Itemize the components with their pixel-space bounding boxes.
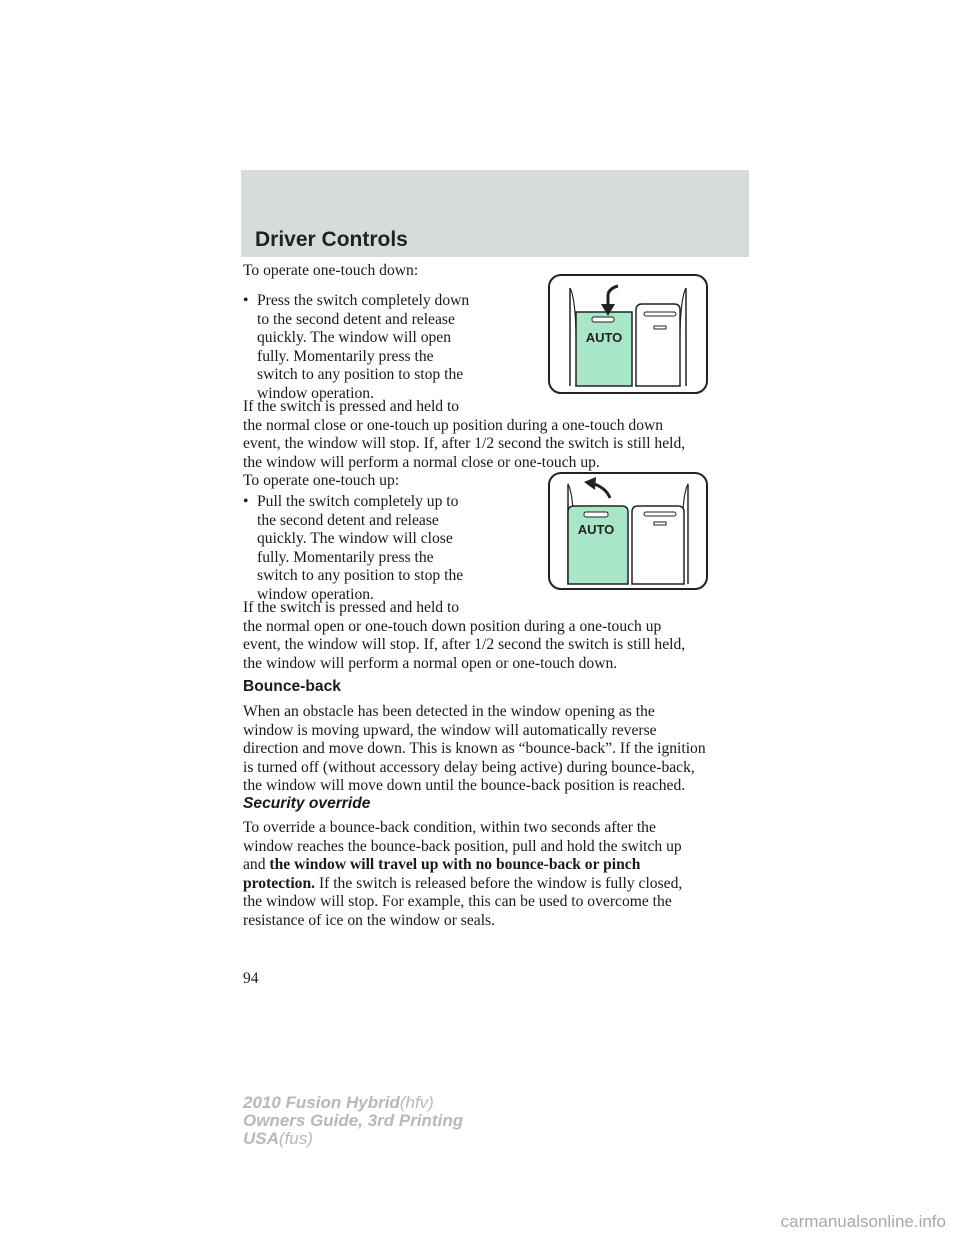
paragraph-line: To override a bounce-back condition, within two seconds after the — [243, 819, 656, 836]
paragraph-line: resistance of ice on the window or seals. — [243, 911, 496, 929]
page-number: 94 — [243, 970, 259, 987]
bullet-marker: • — [243, 292, 249, 309]
paragraph-bounce-back — [243, 703, 751, 796]
bullet-line: quickly. The window will close — [257, 530, 453, 548]
intro-one-touch-down: To operate one-touch down: — [243, 262, 419, 279]
footer-market: USA — [243, 1129, 279, 1148]
paragraph-line: the window will perform a normal open or one-touch down. — [243, 654, 618, 672]
bullet-line: switch to any position to stop the — [257, 366, 464, 384]
paragraph-line: the normal open or one-touch down position during a one-touch up — [243, 617, 662, 635]
paragraph-line: When an obstacle has been detected in the window opening as the — [243, 703, 655, 720]
intro-one-touch-up: To operate one-touch up: — [243, 472, 400, 489]
bold-text: the window will travel up with no bounce-back or pinch — [269, 856, 641, 874]
footer-edition: Owners Guide, 3rd Printing — [243, 1111, 464, 1130]
paragraph-one-touch-up — [243, 599, 751, 673]
window-switch-down-illustration — [548, 274, 708, 394]
adjacent-switch — [632, 506, 684, 584]
bold-text: protection. — [243, 874, 316, 892]
footer-model-code: (hfv) — [399, 1093, 434, 1112]
paragraph-line: is turned off (without accessory delay being active) during bounce-back, — [243, 758, 695, 776]
bullet-one-touch-down — [243, 292, 503, 404]
bullet-line: Pull the switch completely up to — [257, 493, 459, 510]
watermark-link[interactable]: carmanualsonline.info — [780, 1212, 946, 1231]
paragraph-line — [243, 856, 751, 875]
paragraph-line: event, the window will stop. If, after 1/2 second the switch is still held, — [243, 435, 686, 453]
paragraph-line: direction and move down. This is known as “bounce-back”. If the ignition — [243, 740, 706, 758]
bullet-line: fully. Momentarily press the — [257, 548, 434, 566]
paragraph-line: the window will move down until the bounce-back position is reached. — [243, 777, 686, 795]
bullet-line: window operation. — [257, 585, 374, 603]
document-footer — [243, 1094, 463, 1148]
paragraph-line — [243, 875, 751, 894]
bullet-line: fully. Momentarily press the — [257, 347, 434, 365]
auto-label: AUTO — [585, 330, 623, 345]
paragraph-one-touch-down — [243, 398, 751, 472]
bullet-line: quickly. The window will open — [257, 329, 452, 347]
header-band — [241, 170, 749, 257]
text-span: and — [243, 856, 270, 874]
paragraph-line: the window will perform a normal close or one-touch up. — [243, 453, 600, 471]
bullet-line: switch to any position to stop the — [257, 567, 464, 585]
paragraph-line: window is moving upward, the window will automatically reverse — [243, 721, 657, 739]
bullet-line: the second detent and release — [257, 511, 439, 529]
heading-bounce-back: Bounce-back — [243, 678, 341, 695]
bullet-line: window operation. — [257, 384, 374, 402]
bullet-one-touch-up — [243, 493, 503, 605]
bullet-line: Press the switch completely down — [257, 292, 470, 309]
paragraph-line: the normal close or one-touch up position during a one-touch down — [243, 416, 664, 434]
bullet-line: to the second detent and release — [257, 310, 455, 328]
auto-switch — [576, 312, 632, 386]
paragraph-line: the window will stop. For example, this can be used to overcome the — [243, 893, 672, 911]
text-span: If the switch is released before the window is fully closed, — [315, 874, 683, 892]
bullet-marker: • — [243, 493, 249, 510]
window-switch-up-illustration — [548, 472, 708, 590]
paragraph-security-override — [243, 819, 751, 931]
paragraph-line: If the switch is pressed and held to — [243, 599, 460, 616]
paragraph-line: window reaches the bounce-back position, pull and hold the switch up — [243, 837, 682, 855]
section-title: Driver Controls — [255, 228, 408, 251]
auto-switch — [568, 506, 628, 584]
heading-security-override: Security override — [243, 795, 371, 812]
footer-market-code: (fus) — [278, 1129, 313, 1148]
paragraph-line: event, the window will stop. If, after 1/2 second the switch is still held, — [243, 636, 686, 654]
auto-label: AUTO — [577, 522, 615, 537]
paragraph-line: If the switch is pressed and held to — [243, 398, 460, 415]
footer-model: 2010 Fusion Hybrid — [243, 1093, 400, 1112]
